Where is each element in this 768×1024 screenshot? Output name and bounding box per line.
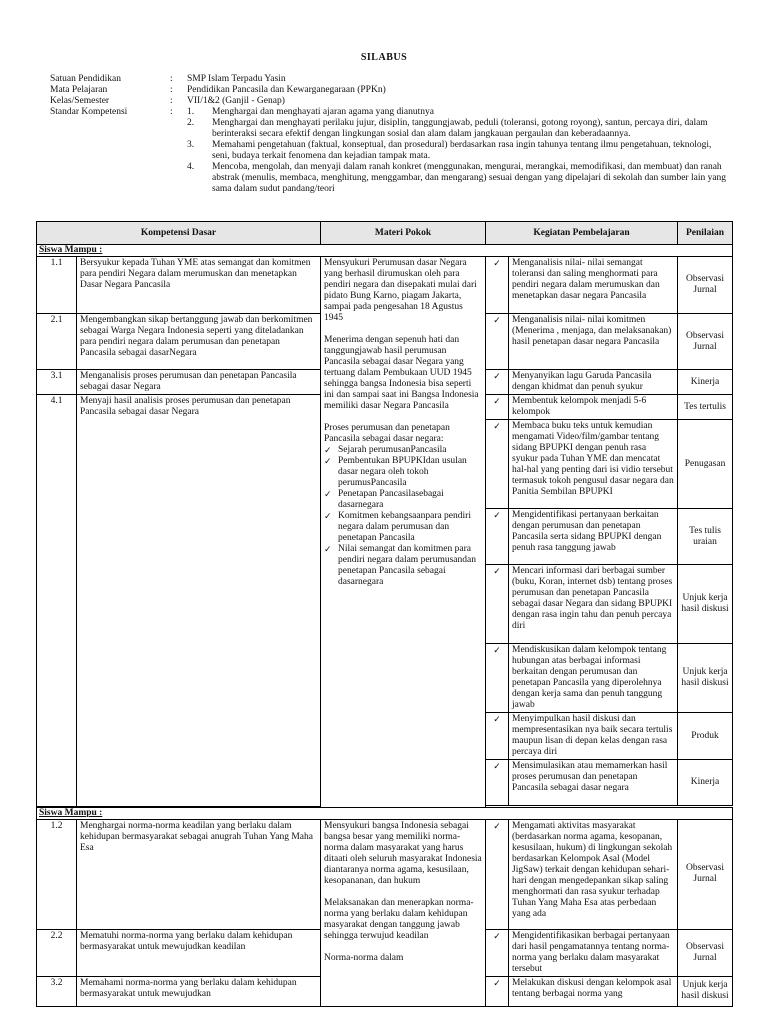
kegiatan-text: Melakukan diskusi dengan kelompok asal tentang berbagai norma yang <box>509 976 678 1006</box>
sk-text: Menghargai dan menghayati perilaku jujur, disiplin, tanggungjawab, peduli (toleransi, gotong royong), santun, percaya diri, dalam berinteraksi secara efektif dengan lingkungan sosial dan alam dalam jangkauan pergaulan dan keberadaannya. <box>212 118 708 139</box>
list-item-text: Nilai semangat dan komitmen para pendiri negara dalam perumusandan penetapan Pancasila sebagai dasarnegara <box>338 544 476 587</box>
penilaian-text: Kinerja <box>678 760 733 806</box>
meta-key: Standar Kompetensi <box>50 107 128 117</box>
penilaian-text: Observasi Jurnal <box>678 257 733 314</box>
table-row <box>37 257 733 314</box>
check-icon: ✓ <box>324 511 332 521</box>
header-penilaian: Penilaian <box>678 222 733 245</box>
table-header-row <box>37 222 733 245</box>
check-icon: ✓ <box>486 976 509 1006</box>
meta-value: SMP Islam Terpadu Yasin <box>187 74 286 84</box>
list-item-text: Komitmen kebangsaanpara pendiri negara dalam perumusan dan penetapan Pancasila <box>338 511 471 543</box>
kd-number: 1.2 <box>37 819 77 929</box>
meta-colon: : <box>170 96 173 106</box>
meta-key: Kelas/Semester <box>50 96 110 106</box>
section-label: Siswa Mampu : <box>37 245 733 257</box>
kegiatan-text: Menganalisis nilai- nilai semangat toleransi dan saling menghormati para pendiri negara dalam merumuskan dan menetapkan dasar negara Pancasila <box>509 257 678 314</box>
kegiatan-text: Mengidentifikasikan berbagai pertanyaan dari hasil pengamatannya tentang norma-norma yang berlaku dalam masyarakat tersebut <box>509 929 678 976</box>
list-item <box>324 489 482 511</box>
kd-text: Menyaji hasil analisis proses perumusan dan penetapan Pancasila sebagai dasar Negara <box>77 395 321 807</box>
penilaian-text: Observasi Jurnal <box>678 314 733 370</box>
meta-value: Pendidikan Pancasila dan Kewarganegaraan (PPKn) <box>187 85 386 95</box>
check-icon: ✓ <box>486 644 509 713</box>
silabus-table <box>36 221 733 1007</box>
sk-number: 2. <box>187 118 195 128</box>
kd-text: Memahami norma-norma yang berlaku dalam kehidupan bermasyarakat untuk mewujudkan <box>77 976 321 1006</box>
kd-text: Menganalisis proses perumusan dan penetapan Pancasila sebagai dasar Negara <box>77 370 321 395</box>
section-row <box>37 245 733 257</box>
section-label: Siswa Mampu : <box>37 807 733 819</box>
sk-item <box>187 162 727 195</box>
materi-paragraph: Mensyukuri Perumusan dasar Negara yang berhasil dirumuskan oleh para pendiri negara dan disepakati mulai dari pidato Bung Karno, piagam Jakarta, sampai pada pengesahan 18 Agustus 1945 <box>324 258 477 323</box>
sk-number: 4. <box>187 162 195 172</box>
kd-text: Menghargai norma-norma keadilan yang berlaku dalam kehidupan bermasyarakat sebagai anugrah Tuhan Yang Maha Esa <box>77 819 321 929</box>
check-icon: ✓ <box>486 760 509 806</box>
meta-row <box>50 85 730 96</box>
kegiatan-text: Mencari informasi dari berbagai sumber (buku, Koran, internet dsb) tentang proses perumusan dan penetapan Pancasila sebagai dasar Negara dan sidang BPUPKI dengan rasa ingin tahu dan penuh percaya diri <box>509 565 678 644</box>
materi-paragraph: Mensyukuri bangsa Indonesia sebagai bangsa besar yang memiliki norma-norma dalam masyarakat yang harus ditaati oleh seluruh masyarakat Indonesia diantaranya norma agama, kesusilaan, kesopananan, dan hukum <box>324 820 482 886</box>
check-icon: ✓ <box>486 370 509 395</box>
sk-item <box>187 107 727 118</box>
penilaian-text: Observasi Jurnal <box>678 819 733 929</box>
sk-text: Menghargai dan menghayati ajaran agama yang dianutnya <box>212 107 434 117</box>
materi-paragraph: Menerima dengan sepenuh hati dan tanggungjawab hasil perumusan Pancasila sebagai dasar Negara yang tertuang dalam Pembukaan UUD 1945 sehingga bangsa Indonesia bisa seperti ini dan sampai saat ini Bangsa Indonesia memiliki dasar Negara Pancasila <box>324 335 479 411</box>
penilaian-text: Tes tertulis <box>678 395 733 420</box>
sk-item <box>187 118 727 140</box>
check-icon: ✓ <box>324 489 332 499</box>
document-title: SILABUS <box>360 52 408 63</box>
meta-key: Satuan Pendidikan <box>50 74 121 84</box>
kd-number: 3.1 <box>37 370 77 395</box>
check-icon: ✓ <box>324 456 332 466</box>
check-icon: ✓ <box>486 509 509 565</box>
check-icon: ✓ <box>486 929 509 976</box>
check-icon: ✓ <box>486 713 509 760</box>
sk-text: Mencoba, mengolah, dan menyaji dalam ranah konkret (menggunakan, mengurai, merangkai, memodifikasi, dan membuat) dan ranah abstrak (menulis, membaca, menghitung, menggambar, dan mengarang) sesuai dengan yang dipelajari di sekolah dan sumber lain yang sama dalam sudut pandang/teori <box>212 162 727 194</box>
kd-number: 2.1 <box>37 314 77 370</box>
kegiatan-text: Mengidentifikasi pertanyaan berkaitan dengan perumusan dan penetapan Pancasila serta sidang BPUPKI dengan penuh rasa tanggung jawab <box>509 509 678 565</box>
list-item-text: Penetapan Pancasilasebagai dasarnegara <box>338 489 444 510</box>
penilaian-text: Tes tulis uraian <box>678 509 733 565</box>
meta-value: VII/1&2 (Ganjil - Genap) <box>187 96 285 106</box>
table-row <box>37 819 733 929</box>
check-icon: ✓ <box>486 819 509 929</box>
list-item <box>324 445 482 456</box>
kegiatan-text: Membentuk kelompok menjadi 5-6 kelompok <box>509 395 678 420</box>
penilaian-text: Unjuk kerja hasil diskusi <box>678 644 733 713</box>
meta-key: Mata Pelajaran <box>50 85 108 95</box>
kd-number: 2.2 <box>37 929 77 976</box>
kd-number: 3.2 <box>37 976 77 1006</box>
check-icon: ✓ <box>486 565 509 644</box>
list-item <box>324 511 482 544</box>
check-icon: ✓ <box>486 257 509 314</box>
penilaian-text: Produk <box>678 713 733 760</box>
kegiatan-text: Menyanyikan lagu Garuda Pancasila dengan khidmat dan penuh syukur <box>509 370 678 395</box>
meta-colon: : <box>170 85 173 95</box>
check-icon: ✓ <box>486 395 509 420</box>
kegiatan-text: Mendiskusikan dalam kelompok tentang hubungan atas berbagai informasi berkaitan dengan perumusan dan penetapan Pancasila yang diperolehnya dengan kerja sama dan penuh tanggung jawab <box>509 644 678 713</box>
penilaian-text: Observasi Jurnal <box>678 929 733 976</box>
header-kompetensi-dasar: Kompetensi Dasar <box>37 222 321 245</box>
kd-number: 1.1 <box>37 257 77 314</box>
list-item <box>324 456 482 489</box>
meta-colon: : <box>170 74 173 84</box>
materi-pokok-cell <box>321 819 486 1006</box>
penilaian-text: Unjuk kerja hasil diskusi <box>678 565 733 644</box>
kd-number: 4.1 <box>37 395 77 807</box>
kd-text: Mengembangkan sikap bertanggung jawab dan berkomitmen sebagai Warga Negara Indonesia seperti yang diteladankan para pendiri negara dalam perumusan dan penetapan Pancasila sebagai dasarNegara <box>77 314 321 370</box>
check-icon: ✓ <box>324 445 332 455</box>
check-icon: ✓ <box>486 314 509 370</box>
kegiatan-text: Membaca buku teks untuk kemudian mengamati Video/film/gambar tentang sidang BPUPKI dengan penuh rasa syukur pada Tuhan YME dan mencatat hal-hal yang penting dari isi vidio tersebut termasuk tokoh pengusul dasar negara dan Panitia Sembilan BPUPKI <box>509 420 678 509</box>
kegiatan-text: Mensimulasikan atau memamerkan hasil proses perumusan dan penetapan Pancasila sebagai dasar negara <box>509 760 678 806</box>
sk-item <box>187 140 727 162</box>
check-icon: ✓ <box>324 544 332 554</box>
list-item <box>324 544 482 588</box>
materi-paragraph: Melaksanakan dan menerapkan norma-norma yang berlaku dalam kehidupan masyarakat dengan tanggung jawab sehingga terwujud keadilan <box>324 897 474 941</box>
check-icon: ✓ <box>486 420 509 509</box>
penilaian-text: Kinerja <box>678 370 733 395</box>
meta-colon: : <box>170 107 173 117</box>
kegiatan-text: Menyimpulkan hasil diskusi dan mempresentasikan nya baik secara tertulis maupun lisan di depan kelas dengan rasa percaya diri <box>509 713 678 760</box>
header-kegiatan-pembelajaran: Kegiatan Pembelajaran <box>486 222 678 245</box>
sk-number: 1. <box>187 107 195 117</box>
list-item-text: Sejarah perumusanPancasila <box>338 445 447 455</box>
materi-pokok-cell <box>321 257 486 808</box>
kd-text: Mematuhi norma-norma yang berlaku dalam kehidupan bermasyarakat untuk mewujudkan keadilan <box>77 929 321 976</box>
kegiatan-text: Menganalisis nilai- nilai komitmen (Menerima , menjaga, dan melaksanakan) hasil penetapan dasar negara Pancasila <box>509 314 678 370</box>
kd-text: Bersyukur kepada Tuhan YME atas semangat dan komitmen para pendiri Negara dalam merumuskan dan menetapkan Dasar Negara Pancasila <box>77 257 321 314</box>
list-item-text: Pembentukan BPUPKIdan usulan dasar negara oleh tokoh perumusPancasila <box>338 456 467 488</box>
section-row <box>37 807 733 819</box>
materi-list <box>324 445 482 588</box>
materi-paragraph: Proses perumusan dan penetapan Pancasila sebagai dasar negara: <box>324 423 450 444</box>
penilaian-text: Unjuk kerja hasil diskusi <box>678 976 733 1006</box>
sk-text: Memahami pengetahuan (faktual, konseptual, dan prosedural) berdasarkan rasa ingin tahunya tentang ilmu pengetahuan, teknologi, seni, budaya terkait fenomena dan kejadian tampak mata. <box>212 140 712 161</box>
standar-kompetensi-list <box>187 107 727 195</box>
meta-row <box>50 74 730 85</box>
sk-number: 3. <box>187 140 195 150</box>
meta-row <box>50 96 730 107</box>
kegiatan-text: Mengamati aktivitas masyarakat (berdasarkan norma agama, kesopanan, kesusilaan, hukum) di lingkungan sekolah berdasarkan Kelompok Asal (Model JigSaw) terkait dengan kehidupan sehari- hari dengan mengedepankan sikap saling menghormati dan rasa syukur terhadap Tuhan Yang Maha Esa atas perbedaan yang ada <box>509 819 678 929</box>
penilaian-text: Penugasan <box>678 420 733 509</box>
materi-paragraph: Norma-norma dalam <box>324 952 404 963</box>
header-materi-pokok: Materi Pokok <box>321 222 486 245</box>
